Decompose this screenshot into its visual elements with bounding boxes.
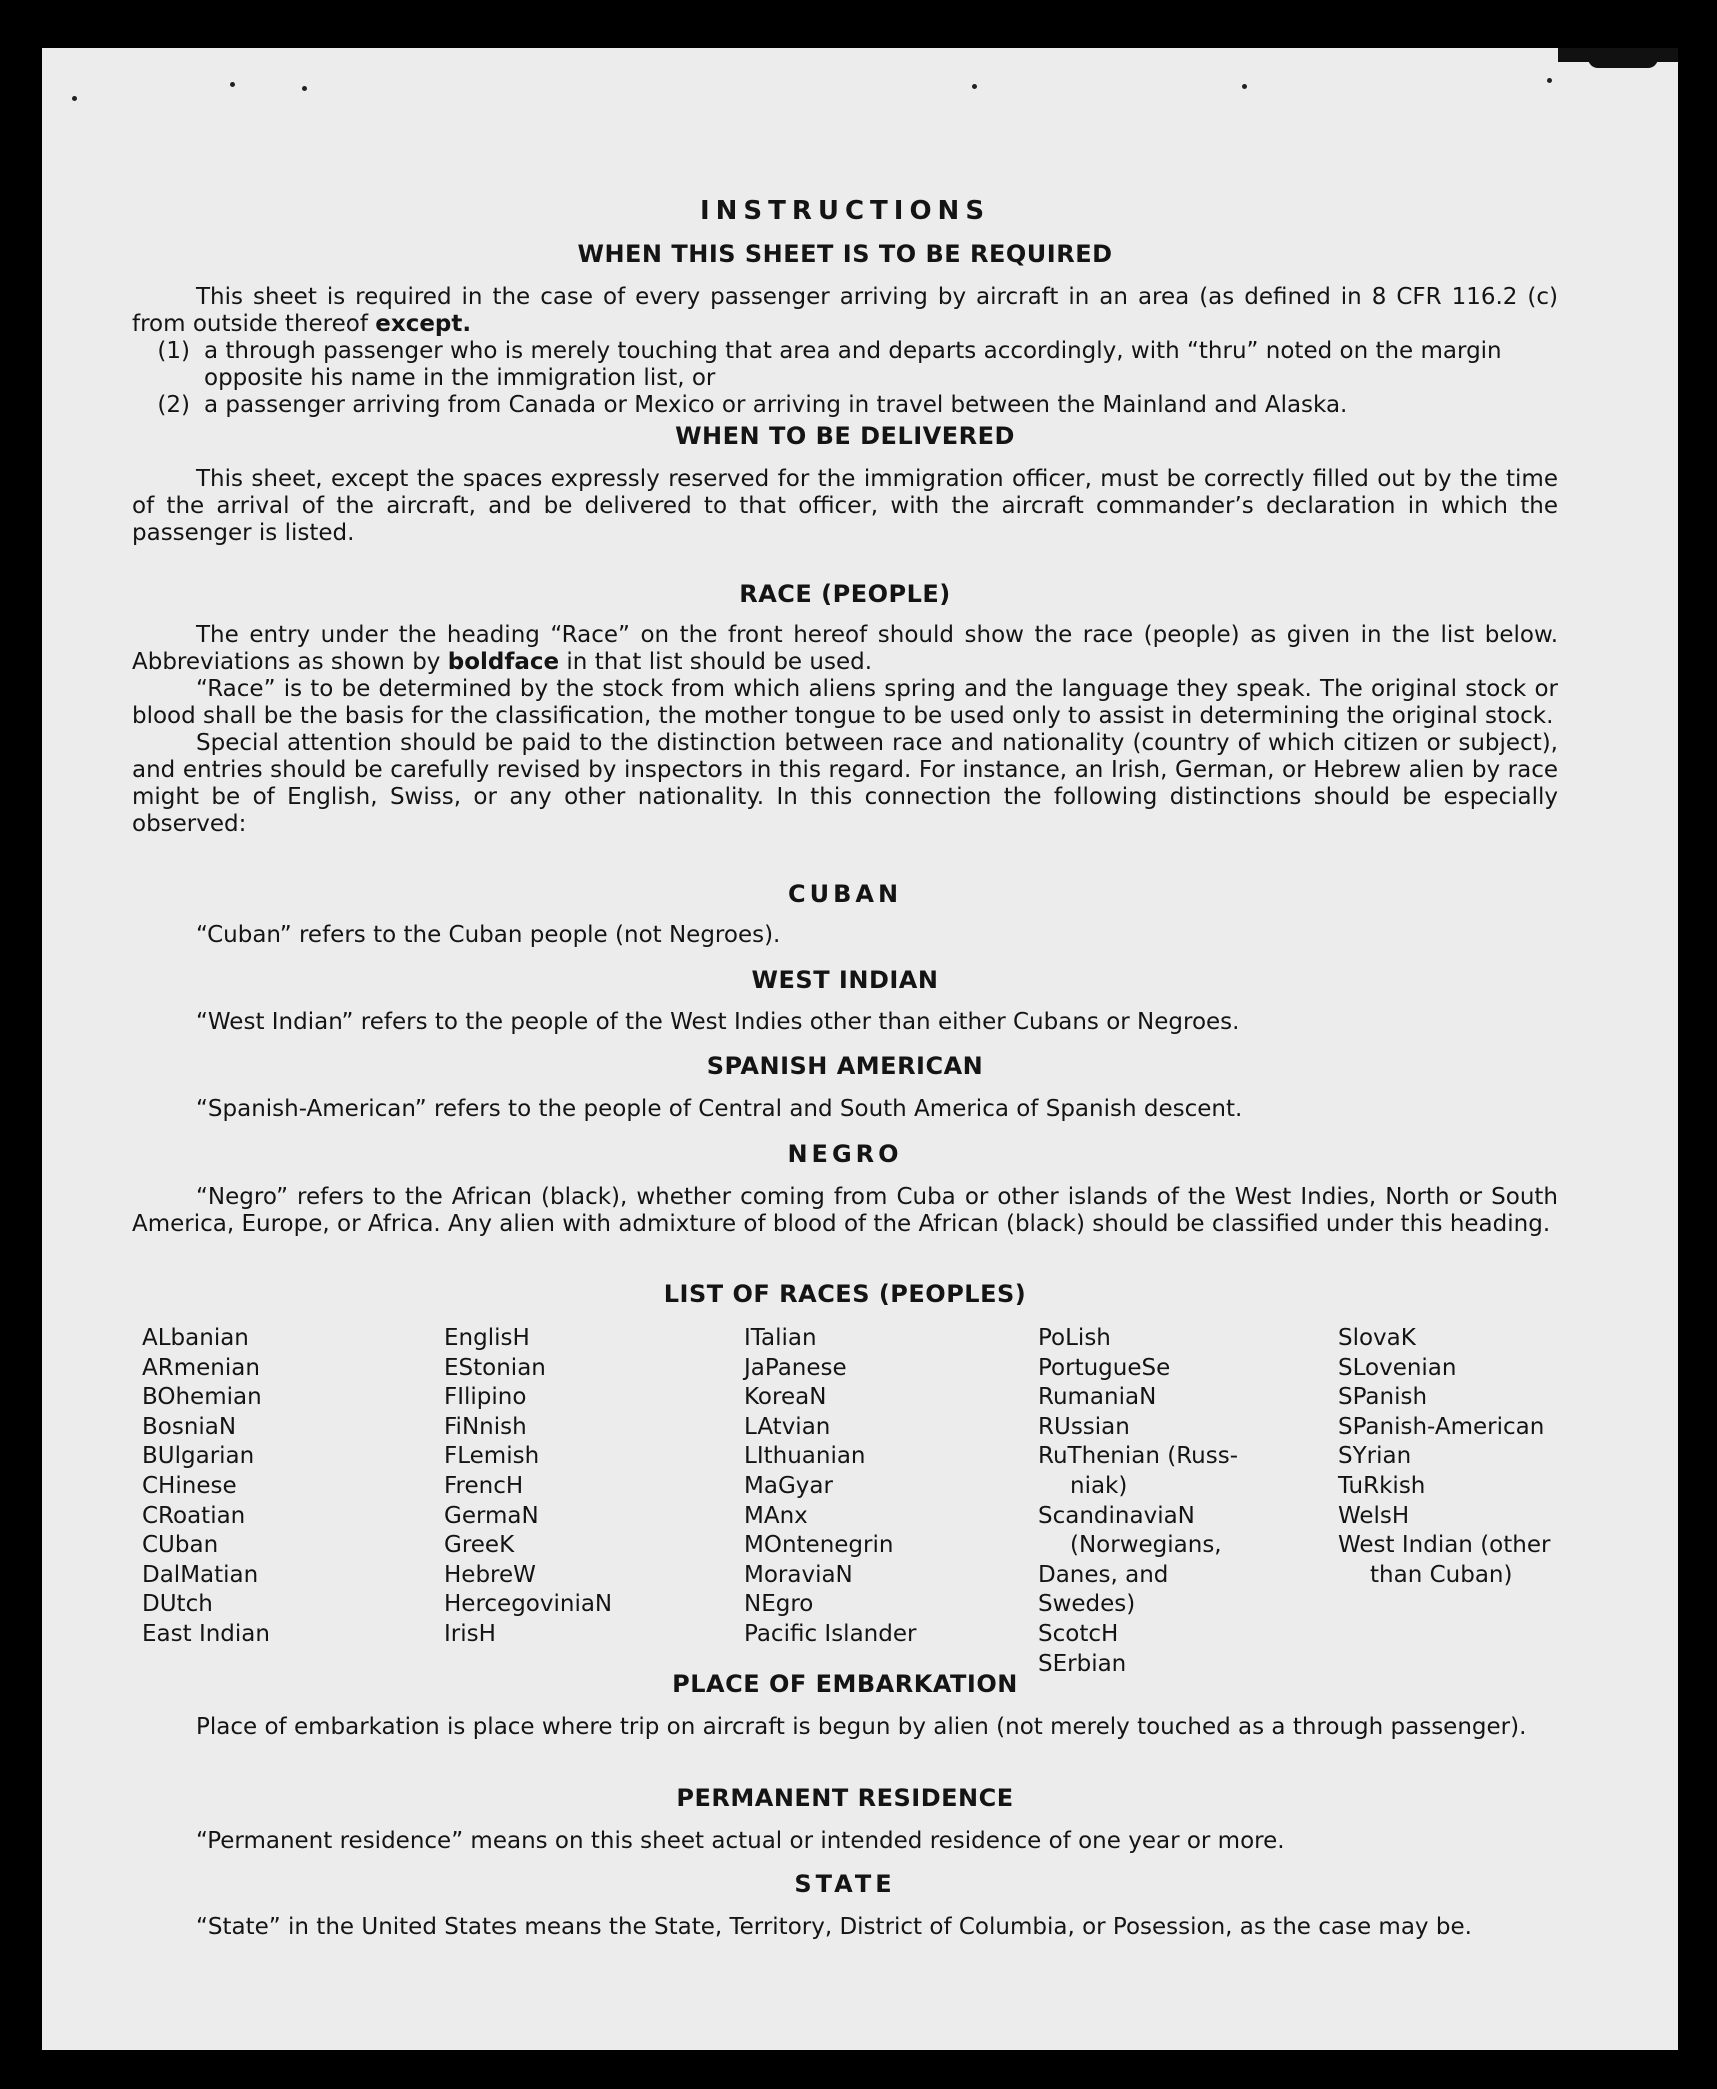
race-entry: HercegoviniaN <box>444 1591 613 1618</box>
section-required <box>132 284 1558 419</box>
race-entry: MaGyar <box>744 1472 833 1499</box>
race-entry: MOntenegrin <box>744 1532 894 1559</box>
heading-required: WHEN THIS SHEET IS TO BE REQUIRED <box>577 240 1113 268</box>
race-entry: HebreW <box>444 1561 536 1588</box>
cuban-text: “Cuban” refers to the Cuban people (not Negroes). <box>196 922 781 948</box>
heading-negro: NEGRO <box>787 1140 903 1168</box>
race-entry: DalMatian <box>142 1561 259 1588</box>
document-sheet <box>42 48 1678 2050</box>
ink-blot <box>1588 58 1658 68</box>
race-entry: BosniaN <box>142 1413 237 1440</box>
race-entry: BOhemian <box>142 1384 262 1411</box>
race-entry: West Indian (other <box>1338 1532 1551 1559</box>
race-entry: RuThenian (Russ- <box>1038 1443 1239 1470</box>
race-entry: SPanish-American <box>1338 1413 1545 1440</box>
races-column-4 <box>1038 1324 1238 1679</box>
page-title: INSTRUCTIONS <box>699 196 991 226</box>
race-entry: FIlipino <box>444 1384 527 1411</box>
race-entry: Swedes) <box>1038 1591 1136 1618</box>
race-entry: KoreaN <box>744 1384 827 1411</box>
race-entry: GermaN <box>444 1502 539 1529</box>
race-entry: SlovaK <box>1338 1325 1416 1351</box>
race-entry: BUlgarian <box>142 1443 255 1470</box>
races-column-2 <box>444 1324 612 1650</box>
race-entry: SLovenian <box>1338 1354 1457 1381</box>
spanish-american-text: “Spanish-American” refers to the people of Central and South America of Spanish descent. <box>196 1096 1243 1122</box>
delivered-text: This sheet, except the spaces expressly reserved for the immigration officer, must be correctly filled out by the time of the arrival of the aircraft, and be delivered to that officer, with the aircraft commander’s declaration in which the passenger is listed. <box>132 466 1558 546</box>
race-entry: DUtch <box>142 1591 213 1618</box>
west-indian-text: “West Indian” refers to the people of the West Indies other than either Cubans or Negroes. <box>196 1009 1240 1035</box>
race-entry: FiNnish <box>444 1413 527 1440</box>
heading-list-of-races: LIST OF RACES (PEOPLES) <box>663 1280 1027 1308</box>
except-emphasis: except. <box>375 311 472 337</box>
state-text: “State” in the United States means the State, Territory, District of Columbia, or Posession, as the case may be. <box>196 1914 1472 1940</box>
heading-west-indian: WEST INDIAN <box>751 966 939 994</box>
embarkation-text: Place of embarkation is place where trip on aircraft is begun by alien (not merely touched as a through passenger). <box>196 1714 1527 1740</box>
punch-dot <box>972 84 977 89</box>
race-entry: NEgro <box>744 1591 814 1618</box>
race-entry: RUssian <box>1038 1413 1130 1440</box>
race-entry: East Indian <box>142 1620 270 1647</box>
punch-dot <box>230 82 235 87</box>
race-entry: WelsH <box>1338 1502 1410 1529</box>
residence-text: “Permanent residence” means on this sheet actual or intended residence of one year or more. <box>196 1828 1285 1854</box>
race-entry: SYrian <box>1338 1443 1412 1470</box>
list-item: (2) a passenger arriving from Canada or Mexico or arriving in travel between the Mainland and Alaska. <box>157 392 1348 418</box>
race-entry: FrencH <box>444 1472 524 1499</box>
punch-dot <box>1547 78 1552 83</box>
heading-spanish-american: SPANISH AMERICAN <box>706 1052 984 1080</box>
races-column-1 <box>142 1324 270 1650</box>
race-entry: PortugueSe <box>1038 1354 1171 1381</box>
negro-text: “Negro” refers to the African (black), whether coming from Cuba or other islands of the West Indies, North or South America, Europe, or Africa. Any alien with admixture of blood of the African (black) should be classified under this heading. <box>132 1184 1558 1237</box>
race-entry: IrisH <box>444 1620 496 1647</box>
race-entry: EStonian <box>444 1354 546 1381</box>
race-entry: ALbanian <box>142 1325 249 1351</box>
required-intro: This sheet is required in the case of every passenger arriving by aircraft in an area (as defined in 8 CFR 116.2 (c) from outside thereof except. <box>132 284 1558 337</box>
races-column-3 <box>744 1324 916 1650</box>
race-paragraph: Special attention should be paid to the distinction between race and nationality (country of which citizen or subject), and entries should be carefully revised by inspectors in this regard. For instance, an Irish, German, or Hebrew alien by race might be of English, Swiss, or any other nationality. In this connection the following distinctions should be especially observed: <box>132 730 1558 837</box>
race-entry: LIthuanian <box>744 1443 866 1470</box>
race-entry: ITalian <box>744 1325 817 1351</box>
race-entry: SPanish <box>1338 1384 1428 1411</box>
race-entry: Danes, and <box>1038 1561 1169 1588</box>
punch-dot <box>302 86 307 91</box>
race-entry: niak) <box>1070 1472 1128 1499</box>
race-entry: EnglisH <box>444 1325 530 1351</box>
punch-dot <box>1242 84 1247 89</box>
race-entry: CHinese <box>142 1472 237 1499</box>
race-entry: CRoatian <box>142 1502 246 1529</box>
heading-state: STATE <box>794 1870 896 1898</box>
races-column-5 <box>1338 1324 1550 1590</box>
race-paragraph: The entry under the heading “Race” on the front hereof should show the race (people) as given in the list below. Abbreviations as shown by boldface in that list should be used. <box>132 622 1558 675</box>
race-entry: MAnx <box>744 1502 808 1529</box>
heading-residence: PERMANENT RESIDENCE <box>676 1784 1014 1812</box>
race-entry: ScotcH <box>1038 1620 1119 1647</box>
punch-dot <box>72 96 77 101</box>
race-entry: RumaniaN <box>1038 1384 1157 1411</box>
race-entry: SErbian <box>1038 1650 1127 1677</box>
race-entry: GreeK <box>444 1532 515 1559</box>
heading-race: RACE (PEOPLE) <box>739 580 951 608</box>
race-entry: PoLish <box>1038 1325 1111 1351</box>
race-paragraph: “Race” is to be determined by the stock from which aliens spring and the language they speak. The original stock or blood shall be the basis for the classification, the mother tongue to be used only to assist in determining the original stock. <box>132 676 1558 729</box>
race-entry: FLemish <box>444 1443 540 1470</box>
race-entry: LAtvian <box>744 1413 831 1440</box>
heading-delivered: WHEN TO BE DELIVERED <box>675 422 1015 450</box>
race-entry: (Norwegians, <box>1070 1532 1222 1559</box>
section-race <box>132 622 1558 838</box>
race-entry: ARmenian <box>142 1354 260 1381</box>
heading-cuban: CUBAN <box>787 880 903 908</box>
race-entry: JaPanese <box>744 1354 847 1381</box>
race-entry: Pacific Islander <box>744 1620 917 1647</box>
list-item: (1) a through passenger who is merely touching that area and departs accordingly, with “thru” noted on the margin opposite his name in the immigration list, or <box>157 338 1502 391</box>
race-entry: CUban <box>142 1532 219 1559</box>
heading-embarkation: PLACE OF EMBARKATION <box>672 1670 1018 1698</box>
race-entry: TuRkish <box>1338 1472 1426 1499</box>
race-entry: ScandinaviaN <box>1038 1502 1195 1529</box>
race-entry: MoraviaN <box>744 1561 853 1588</box>
race-entry: than Cuban) <box>1370 1561 1513 1588</box>
